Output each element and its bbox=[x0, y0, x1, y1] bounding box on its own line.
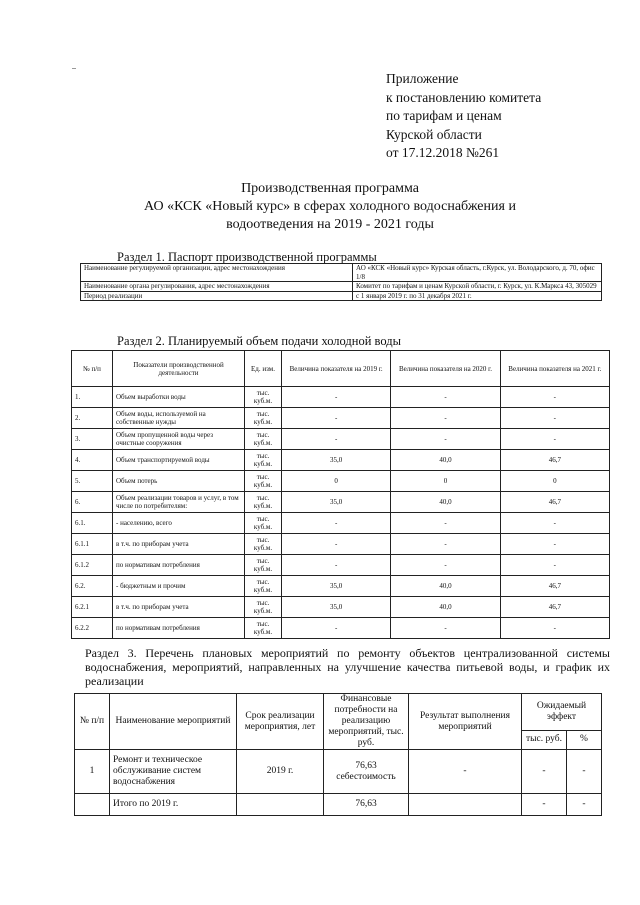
row-unit: тыс. куб.м. bbox=[245, 387, 282, 408]
row-value-2019: 35,0 bbox=[282, 597, 391, 618]
row-effect-pct: - bbox=[567, 750, 602, 794]
measures-table bbox=[74, 693, 602, 816]
row-value-2020: - bbox=[391, 555, 500, 576]
row-value-2019: - bbox=[282, 387, 391, 408]
row-unit: тыс. куб.м. bbox=[245, 471, 282, 492]
table-row bbox=[81, 282, 602, 292]
row-indicator: Объем выработки воды bbox=[113, 387, 245, 408]
row-unit: тыс. куб.м. bbox=[245, 429, 282, 450]
annex-line: по тарифам и ценам bbox=[386, 108, 502, 123]
row-num: 6.1.2 bbox=[72, 555, 113, 576]
passport-label: Период реализации bbox=[81, 291, 353, 301]
table-row bbox=[81, 264, 602, 282]
row-value-2020: - bbox=[391, 429, 500, 450]
row-value-2019: - bbox=[282, 408, 391, 429]
row-num: 6. bbox=[72, 492, 113, 513]
annex-line: Курской области bbox=[386, 126, 482, 142]
row-value-2021: - bbox=[500, 408, 609, 429]
row-value-2019: - bbox=[282, 534, 391, 555]
row-effect-rub: - bbox=[522, 750, 567, 794]
row-num: 1. bbox=[72, 387, 113, 408]
table-row bbox=[72, 555, 610, 576]
col-effect-header: Ожидаемый эффект bbox=[522, 694, 602, 731]
row-indicator: в т.ч. по приборам учета bbox=[113, 597, 245, 618]
total-finance: 76,63 bbox=[324, 794, 409, 816]
row-name: Ремонт и техническое обслуживание систем водоснабжения bbox=[110, 750, 237, 794]
section1-heading: Раздел 1. Паспорт производственной программы bbox=[117, 250, 377, 264]
row-num: 6.2.2 bbox=[72, 618, 113, 639]
col-num-header: № п/п bbox=[75, 694, 110, 750]
table-row bbox=[72, 429, 610, 450]
row-value-2021: - bbox=[500, 534, 609, 555]
row-num: 6.1.1 bbox=[72, 534, 113, 555]
total-effect-pct: - bbox=[567, 794, 602, 816]
table-row bbox=[72, 513, 610, 534]
row-result: - bbox=[409, 750, 522, 794]
row-indicator: по нормативам потребления bbox=[113, 555, 245, 576]
row-value-2021: - bbox=[500, 618, 609, 639]
row-value-2021: - bbox=[500, 387, 609, 408]
col-2021-header: Величина показателя на 2021 г. bbox=[500, 351, 609, 387]
row-indicator: в т.ч. по приборам учета bbox=[113, 534, 245, 555]
row-value-2021: - bbox=[500, 513, 609, 534]
row-indicator: - населению, всего bbox=[113, 513, 245, 534]
total-num bbox=[75, 794, 110, 816]
table-row bbox=[72, 597, 610, 618]
total-effect-rub: - bbox=[522, 794, 567, 816]
volume-table bbox=[71, 350, 610, 639]
section2-heading: Раздел 2. Планируемый объем подачи холодной воды bbox=[117, 334, 402, 348]
row-value-2021: - bbox=[500, 555, 609, 576]
row-indicator: Объем транспортируемой воды bbox=[113, 450, 245, 471]
row-num: 6.2. bbox=[72, 576, 113, 597]
row-value-2019: 35,0 bbox=[282, 492, 391, 513]
table-row bbox=[72, 387, 610, 408]
row-value-2020: 0 bbox=[391, 471, 500, 492]
title-line: водоотведения на 2019 - 2021 годы bbox=[226, 217, 434, 232]
col-num-header: № п/п bbox=[72, 351, 113, 387]
col-finance-header: Финансовые потребности на реализацию мероприятий, тыс. руб. bbox=[324, 694, 409, 750]
row-value-2019: 35,0 bbox=[282, 450, 391, 471]
col-term-header: Срок реализации мероприятия, лет bbox=[237, 694, 324, 750]
section3-heading: Раздел 3. Перечень плановых мероприятий по ремонту объектов централизованной системы водоснабжения, мероприятий, направленных на улучшение качества питьевой воды, и график их реализации bbox=[85, 646, 610, 688]
row-value-2021: - bbox=[500, 429, 609, 450]
row-indicator: Объем пропущенной воды через очистные сооружения bbox=[113, 429, 245, 450]
col-effect-rub-header: тыс. руб. bbox=[522, 730, 567, 749]
row-unit: тыс. куб.м. bbox=[245, 555, 282, 576]
row-unit: тыс. куб.м. bbox=[245, 450, 282, 471]
row-unit: тыс. куб.м. bbox=[245, 492, 282, 513]
table-row bbox=[75, 750, 602, 794]
row-value-2021: 46,7 bbox=[500, 450, 609, 471]
row-value-2021: 0 bbox=[500, 471, 609, 492]
row-indicator: - бюджетным и прочим bbox=[113, 576, 245, 597]
row-value-2020: - bbox=[391, 534, 500, 555]
annex-block bbox=[386, 70, 541, 163]
row-value-2020: 40,0 bbox=[391, 576, 500, 597]
passport-value: АО «КСК «Новый курс» Курская область, г.Курск, ул. Володарского, д. 70, офис 1/8 bbox=[353, 264, 602, 282]
table-total-row bbox=[75, 794, 602, 816]
row-value-2020: - bbox=[391, 513, 500, 534]
row-value-2021: 46,7 bbox=[500, 576, 609, 597]
passport-value: Комитет по тарифам и ценам Курской области, г. Курск, ул. К.Маркса 43, 305029 bbox=[353, 282, 602, 292]
row-value-2020: - bbox=[391, 408, 500, 429]
table-row bbox=[72, 471, 610, 492]
annex-line: от 17.12.2018 №261 bbox=[386, 145, 500, 160]
row-num: 3. bbox=[72, 429, 113, 450]
table-row bbox=[72, 534, 610, 555]
passport-value: с 1 января 2019 г. по 31 декабря 2021 г. bbox=[353, 291, 602, 301]
row-value-2020: - bbox=[391, 387, 500, 408]
annex-line: к постановлению комитета bbox=[386, 89, 542, 105]
row-unit: тыс. куб.м. bbox=[245, 576, 282, 597]
row-unit: тыс. куб.м. bbox=[245, 534, 282, 555]
row-num: 6.1. bbox=[72, 513, 113, 534]
title-line: Производственная программа bbox=[241, 181, 419, 196]
table-row bbox=[72, 492, 610, 513]
passport-label: Наименование органа регулирования, адрес местонахождения bbox=[81, 282, 353, 292]
col-result-header: Результат выполнения мероприятий bbox=[409, 694, 522, 750]
row-indicator: по нормативам потребления bbox=[113, 618, 245, 639]
row-finance: 76,63 себестоимость bbox=[324, 750, 409, 794]
row-unit: тыс. куб.м. bbox=[245, 513, 282, 534]
row-value-2019: 35,0 bbox=[282, 576, 391, 597]
col-name-header: Наименование мероприятий bbox=[110, 694, 237, 750]
total-label: Итого по 2019 г. bbox=[110, 794, 237, 816]
col-2019-header: Величина показателя на 2019 г. bbox=[282, 351, 391, 387]
row-value-2020: - bbox=[391, 618, 500, 639]
row-num: 2. bbox=[72, 408, 113, 429]
col-unit-header: Ед. изм. bbox=[245, 351, 282, 387]
passport-table bbox=[80, 263, 602, 301]
table-row bbox=[72, 450, 610, 471]
row-unit: тыс. куб.м. bbox=[245, 408, 282, 429]
row-indicator: Объем потерь bbox=[113, 471, 245, 492]
volume-table-body bbox=[72, 387, 610, 639]
row-value-2020: 40,0 bbox=[391, 450, 500, 471]
total-result bbox=[409, 794, 522, 816]
row-value-2019: - bbox=[282, 618, 391, 639]
row-value-2020: 40,0 bbox=[391, 597, 500, 618]
table-header-row bbox=[72, 351, 610, 387]
passport-label: Наименование регулируемой организации, адрес местонахождения bbox=[81, 264, 353, 282]
row-indicator: Объем воды, используемой на собственные нужды bbox=[113, 408, 245, 429]
row-value-2019: - bbox=[282, 555, 391, 576]
row-num: 1 bbox=[75, 750, 110, 794]
table-row bbox=[81, 291, 602, 301]
title-line: АО «КСК «Новый курс» в сферах холодного водоснабжения и bbox=[144, 199, 516, 214]
table-row bbox=[72, 408, 610, 429]
annex-line: Приложение bbox=[386, 71, 459, 86]
col-effect-pct-header: % bbox=[567, 730, 602, 749]
row-value-2020: 40,0 bbox=[391, 492, 500, 513]
row-unit: тыс. куб.м. bbox=[245, 618, 282, 639]
row-term: 2019 г. bbox=[237, 750, 324, 794]
row-value-2021: 46,7 bbox=[500, 597, 609, 618]
scan-mark bbox=[72, 68, 76, 69]
table-row bbox=[72, 576, 610, 597]
row-num: 4. bbox=[72, 450, 113, 471]
total-term bbox=[237, 794, 324, 816]
table-row bbox=[72, 618, 610, 639]
row-value-2019: - bbox=[282, 513, 391, 534]
row-indicator: Объем реализации товаров и услуг, в том числе по потребителям: bbox=[113, 492, 245, 513]
row-value-2021: 46,7 bbox=[500, 492, 609, 513]
col-indicator-header: Показатели производственной деятельности bbox=[113, 351, 245, 387]
col-2020-header: Величина показателя на 2020 г. bbox=[391, 351, 500, 387]
row-num: 6.2.1 bbox=[72, 597, 113, 618]
table-header-row bbox=[75, 694, 602, 731]
document-title bbox=[80, 180, 580, 234]
row-num: 5. bbox=[72, 471, 113, 492]
row-unit: тыс. куб.м. bbox=[245, 597, 282, 618]
row-value-2019: - bbox=[282, 429, 391, 450]
row-value-2019: 0 bbox=[282, 471, 391, 492]
